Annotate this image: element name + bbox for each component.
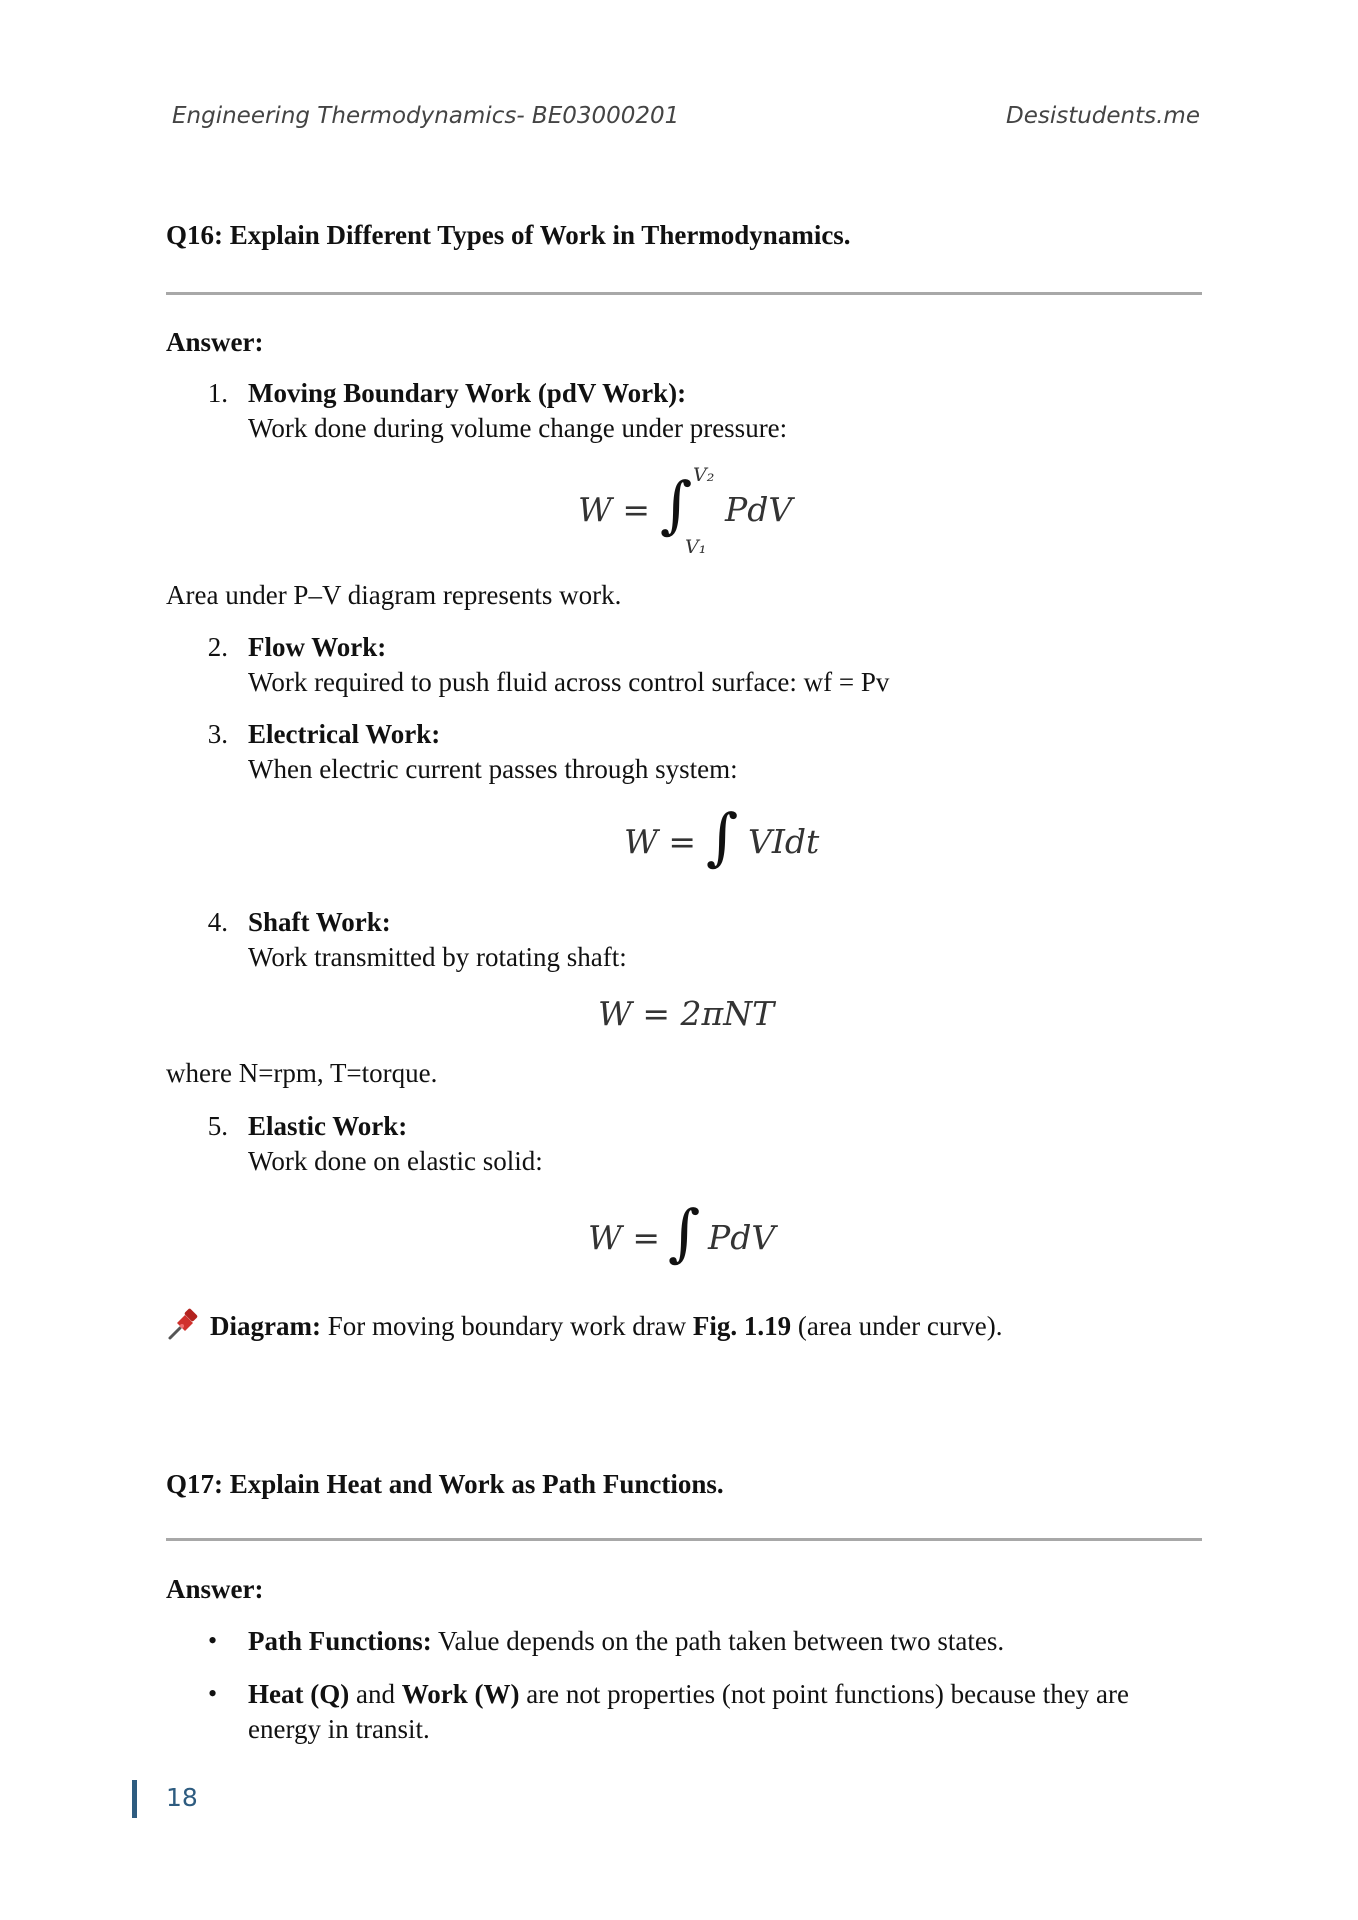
header-left: Engineering Thermodynamics- BE03000201 [172, 103, 680, 129]
equation-elastic: W = [588, 1218, 661, 1257]
equation-shaft: W = 2πNT [598, 994, 775, 1033]
item-4-title: Shaft Work: [248, 907, 391, 937]
item-2-number: 2. [207, 632, 228, 662]
item-3-desc: When electric current passes through system: [248, 754, 738, 784]
item-3-title: Electrical Work: [248, 719, 441, 749]
integral-sign: ∫ [660, 468, 693, 541]
q17-rule [166, 1538, 1202, 1541]
item-2-desc: Work required to push fluid across control surface: wf = Pv [248, 667, 890, 697]
equation-moving-boundary: W = [578, 490, 651, 529]
page-number-bar [132, 1780, 137, 1818]
bullet-path-functions: Path Functions: Value depends on the path taken between two states. [248, 1626, 1005, 1656]
item-2-title: Flow Work: [248, 632, 387, 662]
shaft-note: where N=rpm, T=torque. [166, 1058, 438, 1088]
item-5-desc: Work done on elastic solid: [248, 1146, 543, 1176]
integral-sign: ∫ [668, 1196, 701, 1269]
equation-electrical: W = [624, 822, 697, 861]
equation-integrand: PdV [725, 490, 793, 529]
equation-integrand: VIdt [748, 822, 820, 861]
item-1-number: 1. [207, 378, 228, 408]
integral-sign: ∫ [706, 800, 739, 873]
q16-rule [166, 292, 1202, 295]
integral-lower-limit: V₁ [685, 536, 707, 558]
equation-integrand: PdV [708, 1218, 776, 1257]
item-1-title: Moving Boundary Work (pdV Work): [248, 378, 687, 408]
q16-answer-label: Answer: [166, 327, 264, 357]
item-3-number: 3. [207, 719, 228, 749]
bullet-dot: • [208, 1626, 218, 1655]
item-5-title: Elastic Work: [248, 1111, 408, 1141]
item-4-number: 4. [207, 907, 228, 937]
page-number: 18 [166, 1783, 198, 1812]
bullet-dot: • [208, 1679, 218, 1708]
area-note: Area under P–V diagram represents work. [166, 580, 622, 610]
diagram-note: Diagram: For moving boundary work draw Fig. 1.19 (area under curve). [210, 1311, 1003, 1341]
q17-title: Q17: Explain Heat and Work as Path Functions. [166, 1469, 724, 1499]
integral-upper-limit: V₂ [693, 464, 715, 486]
q16-title: Q16: Explain Different Types of Work in Thermodynamics. [166, 220, 851, 250]
q17-answer-label: Answer: [166, 1574, 264, 1604]
bullet-heat-work-cont: energy in transit. [248, 1714, 430, 1744]
item-5-number: 5. [207, 1111, 228, 1141]
pushpin-icon [166, 1308, 200, 1342]
bullet-heat-work: Heat (Q) and Work (W) are not properties (not point functions) because they are [248, 1679, 1129, 1709]
item-1-desc: Work done during volume change under pressure: [248, 413, 788, 443]
header-right: Desistudents.me [1005, 103, 1200, 129]
item-4-desc: Work transmitted by rotating shaft: [248, 942, 627, 972]
